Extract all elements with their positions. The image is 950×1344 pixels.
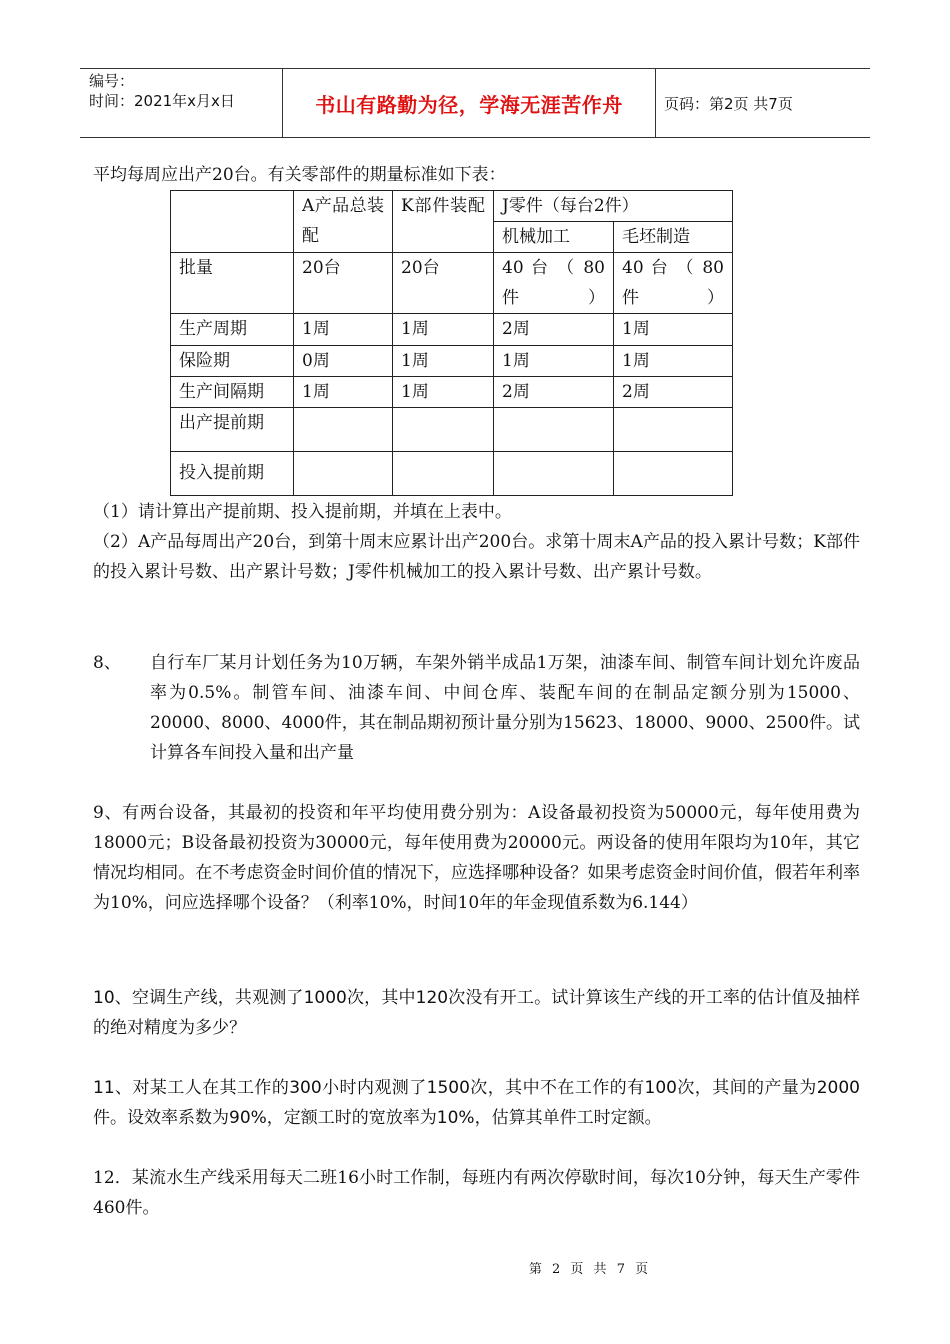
cell-jm — [494, 452, 614, 496]
problem-8 — [93, 648, 860, 768]
footer-page-number: 第 2 页 共 7 页 — [528, 1262, 652, 1277]
cell-jb: 2周 — [614, 377, 733, 408]
cell-jm: 2周 — [494, 377, 614, 408]
row-label: 投入提前期 — [171, 452, 294, 496]
header-motto: 书山有路勤为径，学海无涯苦作舟 — [283, 69, 656, 137]
cell-k: 1周 — [393, 346, 494, 377]
cell-jb — [614, 253, 733, 314]
header-meta — [80, 69, 283, 137]
problem-9: 9、有两台设备，其最初的投资和年平均使用费分别为：A设备最初投资为50000元，每年使用费为18000元；B设备最初投资为30000元，每年使用费为20000元。两设备的使用年限均为10年，其它情况均相同。在不考虑资金时间价值的情况下，应选择哪种设备？如果考虑资金时间价值，假若年利率为10%，问应选择哪个设备？（利率10%，时间10年的年金现值系数为6.144） — [93, 803, 860, 913]
table-row — [171, 314, 733, 346]
cell-jm: 1周 — [494, 346, 614, 377]
cell-jb — [614, 408, 733, 452]
row-label: 出产提前期 — [171, 408, 294, 452]
header-a-assembly — [294, 191, 393, 253]
header-k-assembly — [393, 191, 494, 253]
cell-a: 1周 — [294, 377, 393, 408]
cell-k — [393, 452, 494, 496]
cell-a: 0周 — [294, 346, 393, 377]
question-2: （2）A产品每周出产20台，到第十周末应累计出产200台。求第十周末A产品的投入累计号数；K部件的投入累计号数、出产累计号数；J零件机械加工的投入累计号数、出产累计号数。 — [93, 532, 860, 582]
cell-a: 20台 — [294, 253, 393, 314]
cell-jb: 1周 — [614, 314, 733, 346]
header-j-machining: 机械加工 — [494, 222, 614, 253]
cell-k: 1周 — [393, 377, 494, 408]
period-standard-table — [170, 190, 733, 496]
serial-label: 编号： — [89, 72, 135, 90]
row-label: 生产周期 — [171, 314, 294, 346]
problem-11: 11、对某工人在其工作的300小时内观测了1500次，其中不在工作的有100次，其间的产量为2000件。设效率系数为90%，定额工时的宽放率为10%，估算其单件工时定额。 — [93, 1078, 860, 1128]
cell-jm — [494, 253, 614, 314]
cell-jb-text: 40 台 （ 80件） — [622, 258, 724, 308]
row-label: 保险期 — [171, 346, 294, 377]
cell-jm: 2周 — [494, 314, 614, 346]
header-a-text: A产品总装配 — [302, 196, 384, 246]
cell-a — [294, 408, 393, 452]
table-corner-cell — [171, 191, 294, 253]
cell-a — [294, 452, 393, 496]
cell-k — [393, 408, 494, 452]
table-row — [171, 408, 733, 452]
problem-10: 10、空调生产线，共观测了1000次，其中120次没有开工。试计算该生产线的开工率的估计值及抽样的绝对精度为多少？ — [93, 988, 860, 1038]
table-row — [171, 452, 733, 496]
cell-jb — [614, 452, 733, 496]
question-1: （1）请计算出产提前期、投入提前期，并填在上表中。 — [93, 502, 512, 522]
table-row — [171, 253, 733, 314]
cell-k: 20台 — [393, 253, 494, 314]
header-k-text: K部件装配 — [401, 196, 485, 216]
row-label: 生产间隔期 — [171, 377, 294, 408]
row-label: 批量 — [171, 253, 294, 314]
cell-jm — [494, 408, 614, 452]
table-row — [171, 346, 733, 377]
header-page-info: 页码：第2页 共7页 — [664, 94, 793, 113]
intro-text: 平均每周应出产20台。有关零部件的期量标准如下表： — [93, 165, 506, 185]
cell-jm-text: 40 台 （ 80件） — [502, 258, 605, 308]
cell-a: 1周 — [294, 314, 393, 346]
time-label: 时间：2021年x月x日 — [89, 92, 235, 110]
problem-8-text: 自行车厂某月计划任务为10万辆，车架外销半成品1万架，油漆车间、制管车间计划允许废品率为0.5%。制管车间、油漆车间、中间仓库、装配车间的在制品定额分别为15000、20000、8000、4000件，其在制品期初预计量分别为15623、18000、9000、2500件。试计算各车间投入量和出产量 — [150, 653, 860, 763]
table-row — [171, 377, 733, 408]
page-footer — [0, 1258, 950, 1277]
problem-12: 12．某流水生产线采用每天二班16小时工作制，每班内有两次停歇时间，每次10分钟，每天生产零件460件。 — [93, 1168, 860, 1218]
page-header — [80, 68, 870, 138]
header-j-blank: 毛坯制造 — [614, 222, 733, 253]
cell-jb: 1周 — [614, 346, 733, 377]
header-j-part: J零件（每台2件） — [494, 191, 733, 222]
problem-8-number: 8、 — [93, 653, 121, 673]
cell-k: 1周 — [393, 314, 494, 346]
